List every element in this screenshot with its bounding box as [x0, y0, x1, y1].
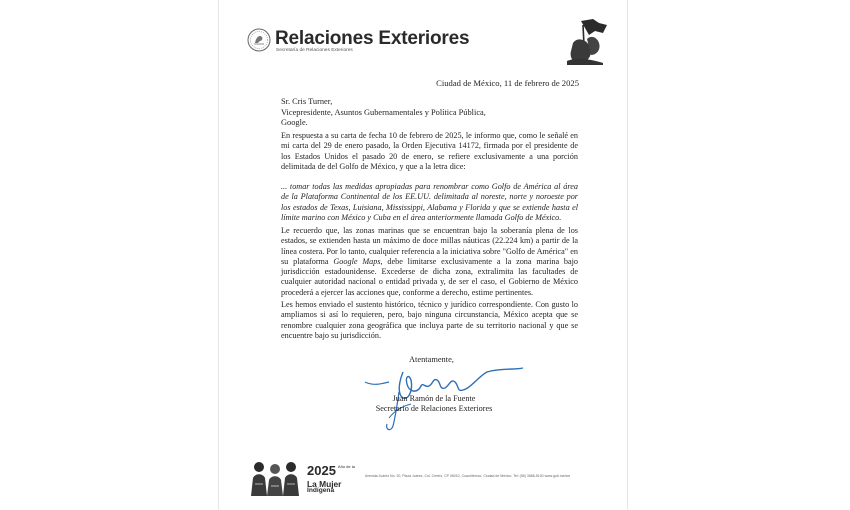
recipient-name: Sr. Cris Turner,: [281, 97, 333, 106]
letter-page: [219, 0, 627, 510]
google-maps-mention: Google Maps: [333, 256, 381, 266]
year-number: 2025: [307, 463, 336, 478]
paragraph-2-start: Le recuerdo que, las zonas marinas que se encuentran bajo la soberanía plena de los estados, se extienden hasta un máximo de doce millas náuticas (22.224 km) a partir de la línea costera. Por lo tanto, cualquier referencia a la iniciativa sobre "Golfo de América" en su plataforma: [281, 226, 578, 266]
paragraph-2-end: , debe limitarse exclusivamente a la zona marina bajo jurisdicción estadounidense. Excederse de dicha zona, extralimita las facultades de cualquier autoridad nacional o entidad privada y, de ser el caso, el Gobierno de México procederá a ejercer las acciones que, conforme a derecho, estime pertinentes.: [281, 256, 578, 297]
quoted-order-text: ... tomar todas las medidas apropiadas para renombrar como Golfo de América al área de la Plataforma Continental de los EE.UU. delimitada al noreste, norte y noroeste por los estados de Texas, Luisiana, Mississippi, Alabama y Florida y que se extiende hasta el límite marino con México y Cuba en el área anteriormente llamada Golfo de México.: [281, 182, 578, 222]
closing-salutation: Atentamente,: [409, 355, 454, 364]
signer-block: [369, 394, 499, 415]
signer-name: Juan Ramón de la Fuente: [392, 394, 476, 403]
year-logo: [307, 463, 356, 495]
recipient-title: Vicepresidente, Asuntos Gubernamentales y Política Pública,: [281, 107, 486, 117]
body-paragraph-3: Les hemos enviado el sustento histórico, técnico y jurídico correspondiente. Con gusto lo ampliamos si así lo requieren, pero, bajo ninguna circunstancia, México acepta que se renombre cualquier zona geográfica que incluya parte de su territorio nacional y que se encuentre bajo su jurisdicción.: [281, 300, 578, 340]
mexico-coat-of-arms-icon: [247, 28, 271, 52]
letter-date: Ciudad de México, 11 de febrero de 2025: [436, 78, 579, 88]
year-line-3: Indígena: [307, 487, 335, 495]
body-paragraph-1: En respuesta a su carta de fecha 10 de febrero de 2025, le informo que, como le señalé en mi carta del 29 de enero pasado, la Orden Ejecutiva 14172, firmada por el presidente de los Estados Unidos el pasado 20 de enero, se refiere exclusivamente a una porción delimitada de del Golfo de México, y que a la letra dice:: [281, 131, 578, 171]
letterhead-brand: Relaciones Exteriores: [275, 28, 470, 49]
recipient-org: Google.: [281, 118, 308, 128]
body-paragraph-2: [281, 226, 578, 298]
footer-address: Avenida Juárez No. 20, Plaza Juárez, Col. Centro, CP 06010, Cuauhtémoc, Ciudad de México. Tel: (55) 3686-5100 www.gob.mx/sre: [365, 474, 571, 478]
recipient-block: [281, 97, 486, 129]
year-line-2: La Mujer: [307, 479, 342, 489]
year-small-label: Año de la: [337, 464, 355, 469]
letterhead-subtitle: Secretaría de Relaciones Exteriores: [276, 48, 353, 53]
flag-bearer-icon: [563, 17, 611, 67]
indigenous-women-emblem-icon: [247, 458, 303, 496]
signer-title: Secretario de Relaciones Exteriores: [375, 404, 493, 414]
